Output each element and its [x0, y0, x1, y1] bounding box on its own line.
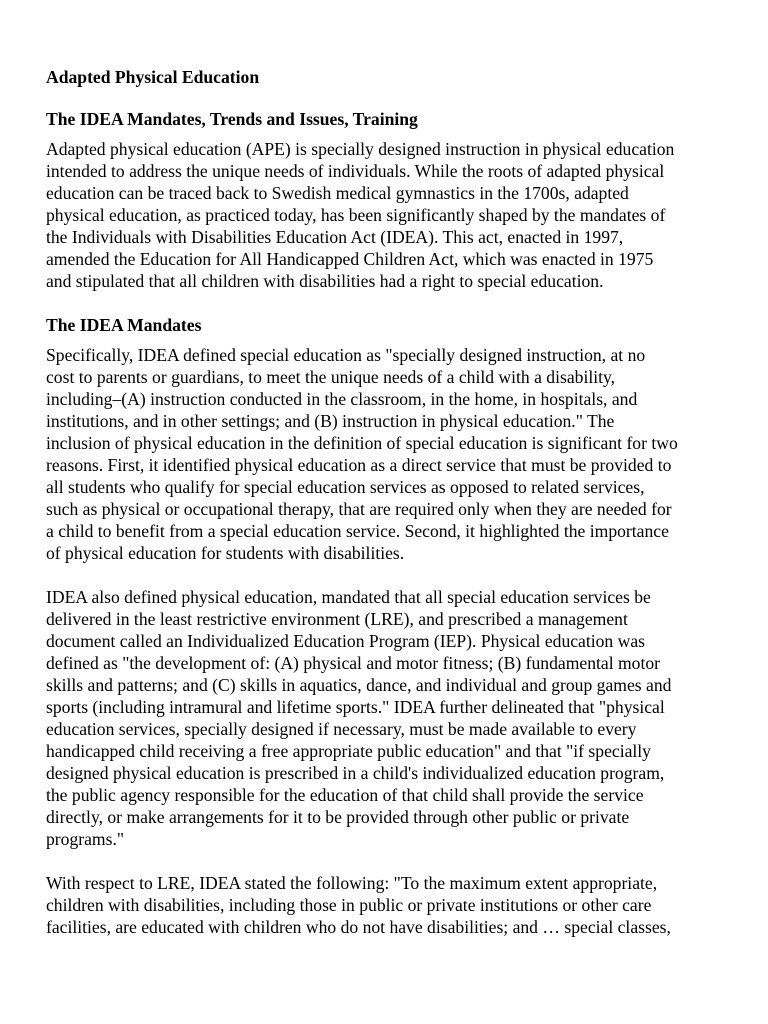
lre-paragraph — [46, 872, 726, 938]
text-line: designed physical education is prescribed in a child's individualized education program, — [46, 763, 665, 783]
text-line: delivered in the least restrictive environment (LRE), and prescribed a management — [46, 609, 628, 629]
text-line: all students who qualify for special education services as opposed to related services, — [46, 477, 645, 497]
text-line: physical education, as practiced today, has been significantly shaped by the mandates of — [46, 205, 666, 225]
text-line: reasons. First, it identified physical education as a direct service that must be provided to — [46, 455, 672, 475]
text-line: amended the Education for All Handicapped Children Act, which was enacted in 1975 — [46, 249, 654, 269]
mandates-paragraph — [46, 344, 726, 564]
text-line: Specifically, IDEA defined special education as "specially designed instruction, at no — [46, 345, 646, 365]
text-line: facilities, are educated with children who do not have disabilities; and … special classes, — [46, 917, 671, 937]
text-line: With respect to LRE, IDEA stated the following: "To the maximum extent appropriate, — [46, 873, 658, 893]
text-line: Adapted physical education (APE) is specially designed instruction in physical education — [46, 139, 675, 159]
text-line: children with disabilities, including those in public or private institutions or other care — [46, 895, 652, 915]
text-line: cost to parents or guardians, to meet the unique needs of a child with a disability, — [46, 367, 616, 387]
document-page — [46, 66, 726, 938]
text-line: defined as "the development of: (A) physical and motor fitness; (B) fundamental motor — [46, 653, 661, 673]
text-line: such as physical or occupational therapy, that are required only when they are needed for — [46, 499, 672, 519]
text-line: programs." — [46, 829, 125, 849]
document-title: Adapted Physical Education — [46, 67, 260, 87]
text-line: institutions, and in other settings; and (B) instruction in physical education." The — [46, 411, 615, 431]
intro-paragraph — [46, 138, 726, 292]
text-line: education can be traced back to Swedish medical gymnastics in the 1700s, adapted — [46, 183, 629, 203]
text-line: document called an Individualized Education Program (IEP). Physical education was — [46, 631, 645, 651]
text-line: the Individuals with Disabilities Education Act (IDEA). This act, enacted in 1997, — [46, 227, 624, 247]
text-line: of physical education for students with disabilities. — [46, 543, 405, 563]
definition-paragraph — [46, 586, 726, 850]
text-line: and stipulated that all children with disabilities had a right to special education. — [46, 271, 604, 291]
text-line: the public agency responsible for the education of that child shall provide the service — [46, 785, 644, 805]
section-heading: The IDEA Mandates — [46, 315, 202, 335]
text-line: inclusion of physical education in the definition of special education is significant for two — [46, 433, 678, 453]
text-line: education services, specially designed if necessary, must be made available to every — [46, 719, 637, 739]
document-subtitle: The IDEA Mandates, Trends and Issues, Training — [46, 109, 418, 129]
text-line: skills and patterns; and (C) skills in aquatics, dance, and individual and group games and — [46, 675, 672, 695]
text-line: including–(A) instruction conducted in the classroom, in the home, in hospitals, and — [46, 389, 638, 409]
text-line: handicapped child receiving a free appropriate public education" and that "if specially — [46, 741, 651, 761]
text-line: a child to benefit from a special education service. Second, it highlighted the importance — [46, 521, 669, 541]
text-line: directly, or make arrangements for it to be provided through other public or private — [46, 807, 630, 827]
text-line: intended to address the unique needs of individuals. While the roots of adapted physical — [46, 161, 665, 181]
text-line: IDEA also defined physical education, mandated that all special education services be — [46, 587, 651, 607]
text-line: sports (including intramural and lifetime sports." IDEA further delineated that "physical — [46, 697, 665, 717]
